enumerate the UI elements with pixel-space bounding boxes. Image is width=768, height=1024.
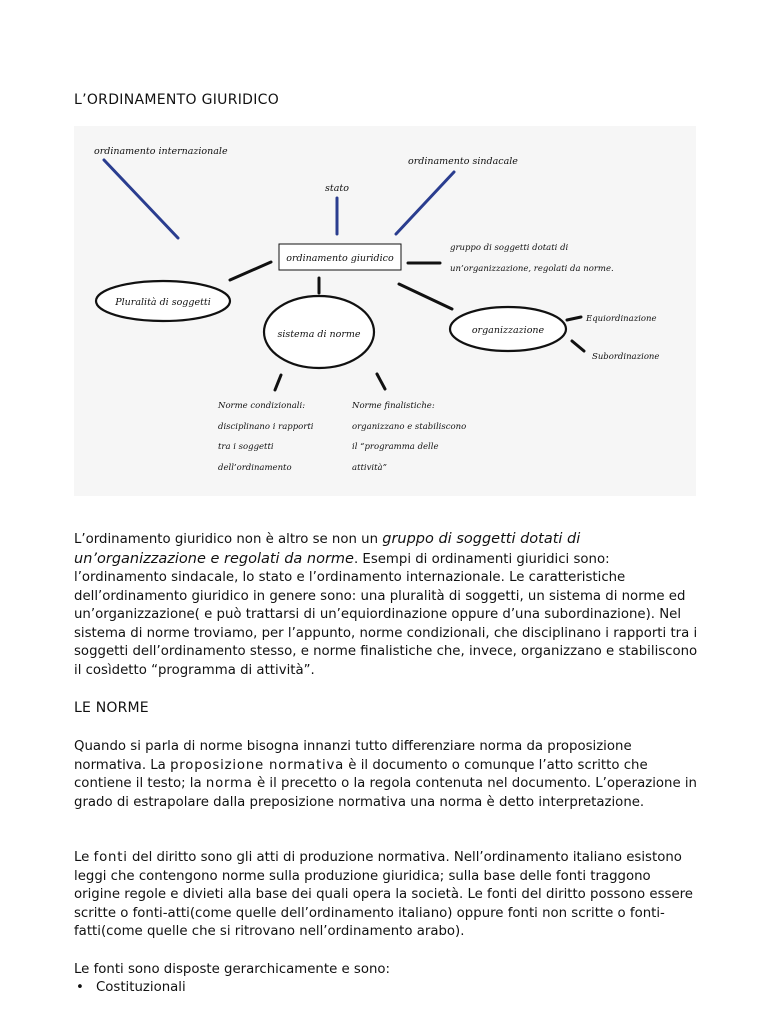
cond-line-2: disciplinano i rapporti bbox=[218, 422, 314, 432]
label-sindacale: ordinamento sindacale bbox=[408, 156, 518, 167]
line-sindacale bbox=[396, 172, 454, 234]
term-proposizione-normativa: proposizione normativa bbox=[170, 757, 345, 773]
cond-line-1: Norme condizionali: bbox=[218, 401, 306, 411]
organizzazione-label: organizzazione bbox=[471, 325, 545, 336]
fonti-list bbox=[74, 979, 186, 997]
line-pluralita bbox=[230, 262, 271, 280]
para1-text-a: L’ordinamento giuridico non è altro se non un bbox=[74, 532, 383, 547]
line-organizzazione bbox=[399, 284, 452, 309]
center-label: ordinamento giuridico bbox=[286, 253, 394, 264]
paragraph-intro bbox=[74, 530, 698, 680]
page-title: L’ORDINAMENTO GIURIDICO bbox=[74, 92, 280, 108]
para2-text-a: Quando si parla di norme bisogna innanzi tutto differenziare norma da proposizione normativa. La bbox=[74, 739, 632, 773]
line-cond bbox=[275, 375, 281, 390]
para3-text-b: del diritto sono gli atti di produzione normativa. Nell’ordinamento italiano esistono leggi che contengono norme sulla produzione giuridica; sulla base delle fonti traggono origine regole e divieti alla base dei quali opera la società. Le fonti del diritto possono essere scritte o fonti-atti(come quelle dell’ordinamento italiano) oppure fonti non scritte o fonti-fatti(come quelle che si ritrovano nell’ordinamento arabo). bbox=[74, 850, 693, 939]
term-norma: norma bbox=[205, 776, 253, 791]
label-stato: stato bbox=[325, 183, 349, 194]
final-line-4: attività” bbox=[352, 463, 387, 473]
term-fonti: fonti bbox=[93, 850, 128, 865]
label-internazionale: ordinamento internazionale bbox=[94, 146, 228, 157]
final-line-1: Norme finalistiche: bbox=[352, 401, 435, 411]
paragraph-norme bbox=[74, 738, 698, 812]
line-final bbox=[377, 374, 385, 389]
paragraph-fonti bbox=[74, 849, 698, 942]
sistema-label: sistema di norme bbox=[277, 329, 361, 340]
final-line-3: il “programma delle bbox=[352, 442, 439, 452]
pluralita-label: Pluralità di soggetti bbox=[115, 297, 211, 308]
note-line-2: un’organizzazione, regolati da norme. bbox=[450, 264, 614, 274]
label-subordinazione: Subordinazione bbox=[592, 352, 660, 362]
label-equiordinazione: Equiordinazione bbox=[586, 314, 657, 324]
final-line-2: organizzano e stabiliscono bbox=[352, 422, 467, 432]
para2-text-b: è il documento o comunque l’atto scritto che contiene il testo; la bbox=[74, 757, 648, 791]
line-sub bbox=[572, 341, 584, 351]
list-item: • Costituzionali bbox=[74, 979, 186, 997]
section-heading-norme: LE NORME bbox=[74, 700, 149, 716]
para1-emphasis-2: un’organizzazione e regolati da norme bbox=[74, 550, 354, 567]
line-equi bbox=[567, 317, 581, 320]
note-line-1: gruppo di soggetti dotati di bbox=[450, 243, 569, 253]
para3-text-a: Le bbox=[74, 850, 94, 865]
paragraph-gerarchia: Le fonti sono disposte gerarchicamente e sono: bbox=[74, 962, 390, 977]
ordinamento-diagram bbox=[74, 126, 696, 496]
para1-emphasis-1: gruppo di soggetti dotati di bbox=[382, 531, 581, 547]
para1-text-b: . Esempi di ordinamenti giuridici sono: l’ordinamento sindacale, lo stato e l’ordinamento internazionale. Le caratteristiche dell’ordinamento giuridico in genere sono: una pluralità di soggetti, un sistema di norme ed un’organizzazione( e può trattarsi di un’equiordinazione oppure d’una subordinazione). Nel sistema di norme troviamo, per l’appunto, norme condizionali, che disciplinano i rapporti tra i soggetti dell’ordinamento stesso, e norme finalistiche che, invece, organizzano e stabiliscono il cosìdetto “programma di attività”. bbox=[74, 551, 698, 678]
line-internazionale bbox=[104, 160, 178, 238]
diagram-svg bbox=[74, 126, 696, 496]
cond-line-4: dell’ordinamento bbox=[218, 463, 292, 473]
para2-text-c: è il precetto o la regola contenuta nel documento. L’operazione in grado di estrapolare dalla preposizione normativa una norma è detto interpretazione. bbox=[74, 776, 697, 810]
cond-line-3: tra i soggetti bbox=[218, 442, 274, 452]
